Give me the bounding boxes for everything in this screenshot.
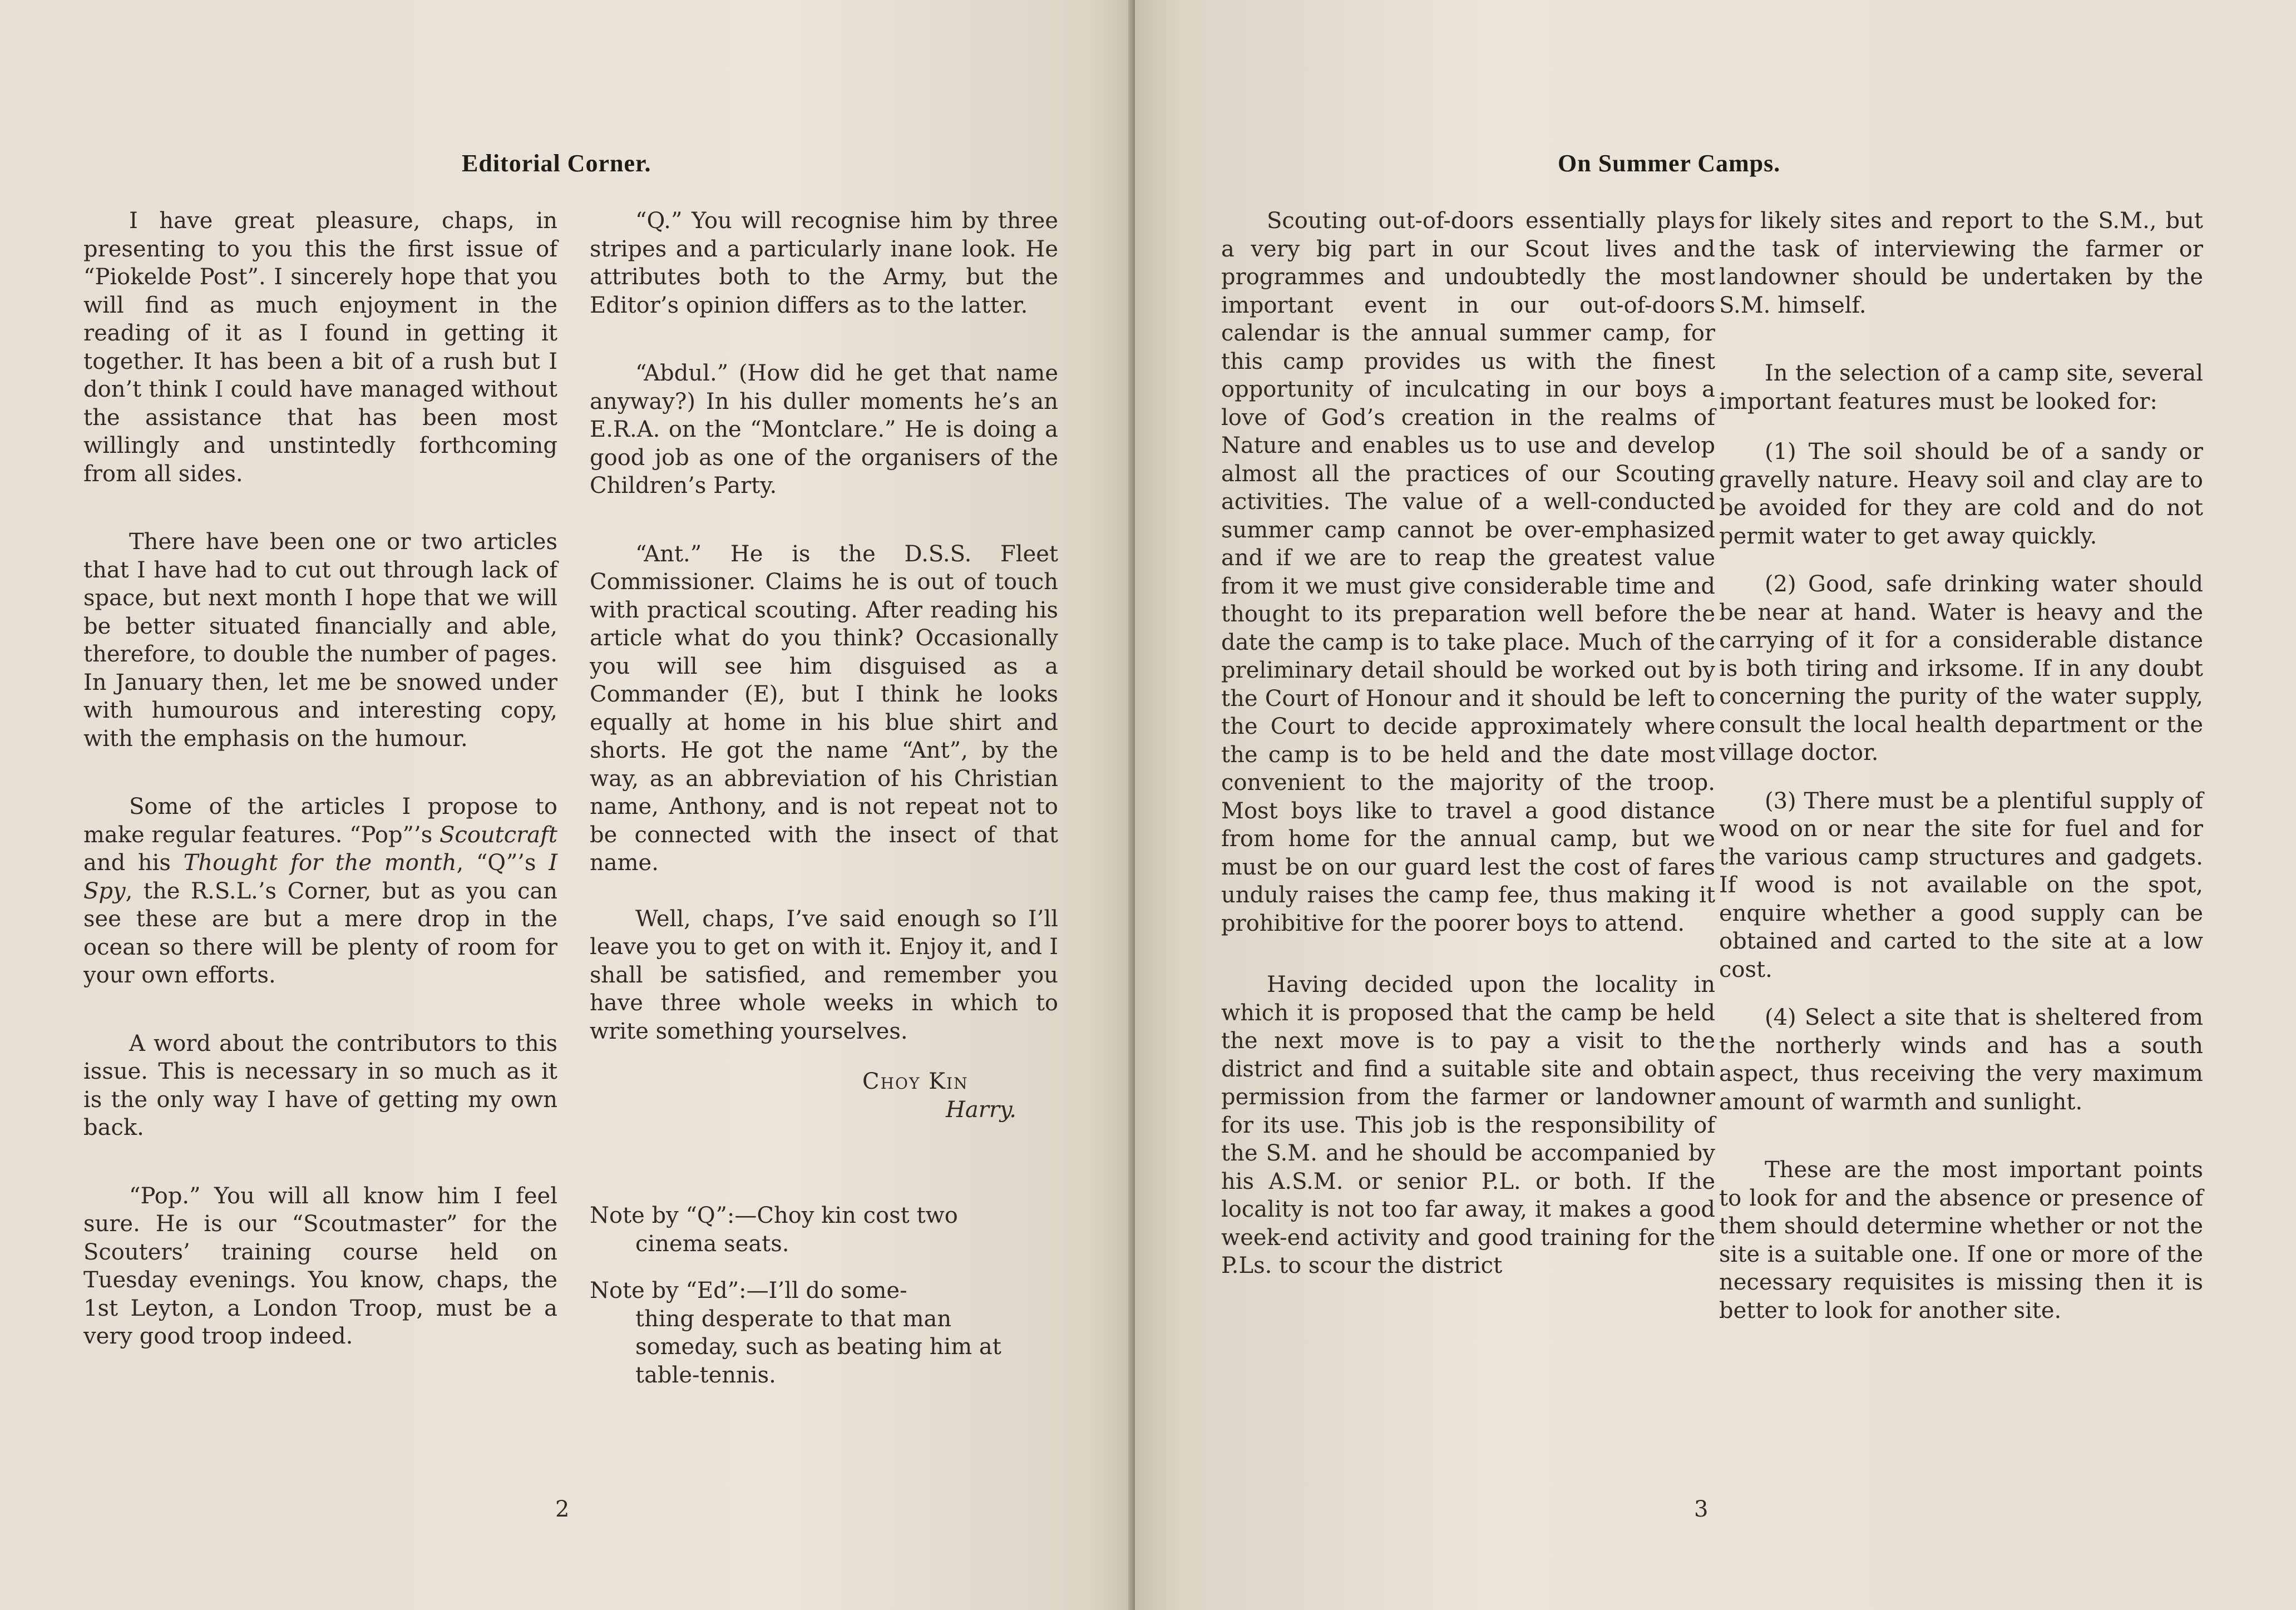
signature-name: Choy Kin [862,1069,969,1094]
page-heading-editorial: Editorial Corner. [462,150,651,177]
note-continuation: cinema seats. [635,1231,789,1257]
signature-block [590,1068,1058,1124]
note-lead: Note by “Q”:—Choy kin cost two [590,1203,958,1228]
list-item: (1) The soil should be of a sandy or gravelly nature. Heavy soil and clay are to be avoided for they are cold and do not permit water to get away quickly. [1719,439,2203,549]
paragraph: Scouting out-of-doors essentially plays a very big part in our Scout lives and programmes and undoubtedly the most important event in our out-of-doors calendar is the annual summer camp, for this camp provides us with the finest opportunity of inculcating in our boys a love of God’s creation in the realms of Nature and enables us to use and develop almost all the practices of our Scouting activities. The value of a well-conducted summer camp cannot be over-emphasized and if we are to reap the greatest value from it we must give considerable time and thought to its preparation well before the date the camp is to take place. Much of the preliminary detail should be worked out by the Court of Honour and it should be left to the Court to decide approximately where the camp is to be held and the date most convenient to the majority of the troop. Most boys like to travel a good distance from home for the annual camp, but we must be on our guard lest the cost of fares unduly raises the camp fee, thus making it prohibitive for the poorer boys to attend. [1221,208,1715,936]
feature-title: Thought for the month [183,850,457,876]
list-item: (4) Select a site that is sheltered from the northerly winds and has a south aspect, thus receiving the very maximum amount of warmth and sunlight. [1719,1005,2203,1115]
right-page [1135,0,2296,1610]
list-item: (2) Good, safe drinking water should be near at hand. Water is heavy and the carrying of it for a considerable distance is both tiring and irksome. If in any doubt concerning the purity of the water supply, consult the local health department or the village doctor. [1719,571,2203,766]
paragraph: “Abdul.” (How did he get that name anyway?) In his duller moments he’s an E.R.A. on the “Montclare.” He is doing a good job as one of the organisers of the Children’s Party. [590,360,1058,498]
text: and his [83,850,184,876]
paragraph: A word about the contributors to this issue. This is necessary in so much as it is the only way I have of getting my own back. [83,1030,557,1140]
paragraph: There have been one or two articles that I have had to cut out through lack of space, but next month I hope that we will be better situated financially and able, therefore, to double the number of pages. In January then, let me be snowed under with humourous and interesting copy, with the emphasis on the humour. [83,529,557,752]
left-column-2 [590,207,1058,1408]
text: , the R.S.L.’s Corner, but as you can see these are but a mere drop in the ocean so there will be plenty of room for your own efforts. [83,878,557,988]
list-item: (3) There must be a plentiful supply of wood on or near the site for fuel and for the various camp structures and gadgets. If wood is not available on the spot, enquire whether a good supply can be obtained and carted to the site at a low cost. [1719,788,2203,982]
right-column-1 [1221,207,1715,1320]
editor-note [590,1277,1058,1389]
note-continuation: thing desperate to that man someday, such as beating him at table-tennis. [635,1306,1001,1388]
text: , “Q”’s [456,850,549,876]
signature-title: Harry. [946,1097,1016,1123]
paragraph: These are the most important points to look for and the absence or presence of them should determine whether or not the site is a suitable one. If one or more of the necessary requisites is missing then it is better to look for another site. [1719,1157,2203,1323]
editor-note [590,1202,1058,1258]
left-page [0,0,1135,1610]
feature-title: I Spy [83,850,557,904]
note-lead: Note by “Ed”:—I’ll do some- [590,1278,907,1303]
paragraph: Well, chaps, I’ve said enough so I’ll leave you to get on with it. Enjoy it, and I shall be satisfied, and remember you have three whole weeks in which to write something yourselves. [590,906,1058,1044]
page-number: 2 [555,1497,570,1522]
page-number: 3 [1694,1497,1709,1522]
feature-title: Scoutcraft [440,822,557,848]
paragraph: “Ant.” He is the D.S.S. Fleet Commissioner. Claims he is out of touch with practical scouting. After reading his article what do you think? Occasionally you will see him disguised as a Commander (E), but I think he looks equally at home in his blue shirt and shorts. He got the name “Ant”, by the way, as an abbreviation of his Christian name, Anthony, and is not repeat not to be connected with the insect of that name. [590,541,1058,876]
paragraph: “Pop.” You will all know him I feel sure. He is our “Scoutmaster” for the Scouters’ training course held on Tuesday evenings. You know, chaps, the 1st Leyton, a London Troop, must be a very good troop indeed. [83,1183,557,1349]
paragraph: “Q.” You will recognise him by three stripes and a particularly inane look. He attributes both to the Army, but the Editor’s opinion differs as to the latter. [590,208,1058,318]
right-column-2 [1719,207,2203,1365]
paragraph: Having decided upon the locality in which it is proposed that the camp be held the next move is to pay a visit to the district and find a suitable site and obtain permission from the farmer or landowner for its use. This job is the responsibility of the S.M. and he should be accompanied by his A.S.M. or senior P.L. or both. If the locality is not too far away, it makes a good week-end activity and good training for the P.Ls. to scour the district [1221,972,1715,1278]
paragraph: In the selection of a camp site, several important features must be looked for: [1719,360,2203,414]
text: Some of the articles I propose to make regular features. “Pop”’s [83,794,557,848]
paragraph: for likely sites and report to the S.M., but the task of interviewing the farmer or landowner should be undertaken by the S.M. himself. [1719,208,2203,318]
left-column-1 [83,207,557,1391]
page-heading-summer-camps: On Summer Camps. [1558,150,1781,177]
paragraph: I have great pleasure, chaps, in presenting to you this the first issue of “Piokelde Post”. I sincerely hope that you will find as much enjoyment in the reading of it as I found in getting it together. It has been a bit of a rush but I don’t think I could have managed without the assistance that has been most willingly and unstintedly forthcoming from all sides. [83,208,557,487]
paragraph-features [83,793,557,990]
